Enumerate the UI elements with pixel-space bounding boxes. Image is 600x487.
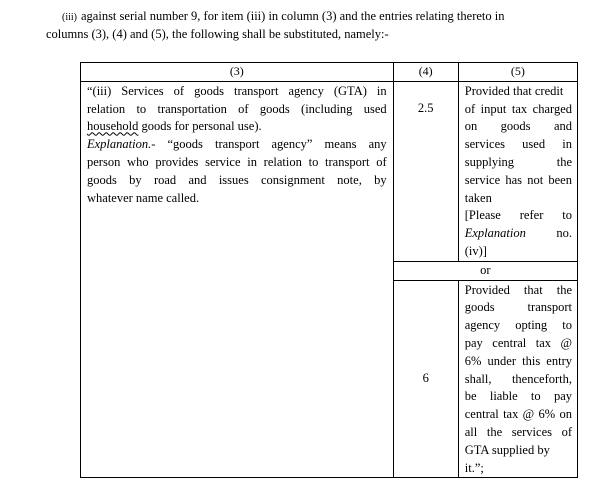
proviso-cell-1 [458, 81, 577, 261]
proviso-line: be liable to pay [464, 389, 572, 404]
entry-row-1 [81, 81, 578, 261]
proviso-line: agency opting to [464, 318, 572, 333]
or-cell: or [393, 261, 577, 280]
intro-line-1: (iii) against serial number 9, for item (iii) in column (3) and the entries relating thereto in [62, 9, 505, 23]
explanation-word: Explanation [464, 226, 526, 241]
proviso-line: 6% under this entry [464, 353, 572, 368]
item-line: “(iii) Services of goods transport agency (GTA) in [87, 83, 387, 98]
explanation-line: Explanation.- “goods transport agency” means any [87, 137, 387, 152]
proviso-line: of input tax charged [464, 101, 572, 116]
proviso-line: shall, thenceforth, [464, 371, 572, 386]
header-col-3: (3) [81, 63, 394, 82]
explanation-label: Explanation.- [87, 137, 156, 152]
proviso-line: GTA supplied by [464, 442, 550, 457]
proviso-line: on goods and [464, 119, 572, 134]
proviso-line: Provided that the [464, 282, 572, 297]
header-row [81, 63, 578, 82]
explanation-line: goods by road and issues consignment note, by [87, 172, 387, 187]
rate-value-1: 2.5 [417, 100, 434, 115]
proviso-line: taken [464, 190, 492, 205]
intro-paragraph [46, 8, 582, 43]
proviso-line: service has not been [464, 172, 572, 187]
proviso-line: it.”; [464, 460, 484, 475]
rate-value-2: 6 [422, 370, 429, 385]
proviso-line: services used in [464, 137, 572, 152]
intro-line-2: columns (3), (4) and (5), the following shall be substituted, namely:- [46, 27, 389, 41]
clause-marker: (iii) [62, 12, 77, 23]
explanation-ref: (iv)] [464, 243, 487, 258]
proviso-line: central tax @ 6% on [464, 407, 572, 422]
household-word: household [87, 119, 139, 134]
substitution-table [80, 62, 578, 478]
please-refer-line: [Please refer to [464, 208, 572, 223]
rate-cell-1 [393, 81, 458, 261]
proviso-line: supplying the [464, 154, 572, 169]
explanation-ref-line: Explanation no. [464, 226, 572, 241]
rate-cell-2 [393, 280, 458, 478]
proviso-line: Provided that credit [464, 83, 564, 98]
proviso-line: pay central tax @ [464, 335, 572, 350]
proviso-line: all the services of [464, 424, 572, 439]
header-col-5: (5) [458, 63, 577, 82]
description-cell [81, 81, 394, 478]
proviso-line: goods transport [464, 300, 572, 315]
explanation-line: whatever name called. [87, 190, 200, 205]
item-line-rest: goods for personal use). [138, 119, 262, 134]
item-line [87, 118, 387, 136]
item-line: relation to transportation of goods (including used [87, 101, 387, 116]
header-col-4: (4) [393, 63, 458, 82]
proviso-cell-2 [458, 280, 577, 478]
explanation-line: person who provides service in relation to transport of [87, 154, 387, 169]
